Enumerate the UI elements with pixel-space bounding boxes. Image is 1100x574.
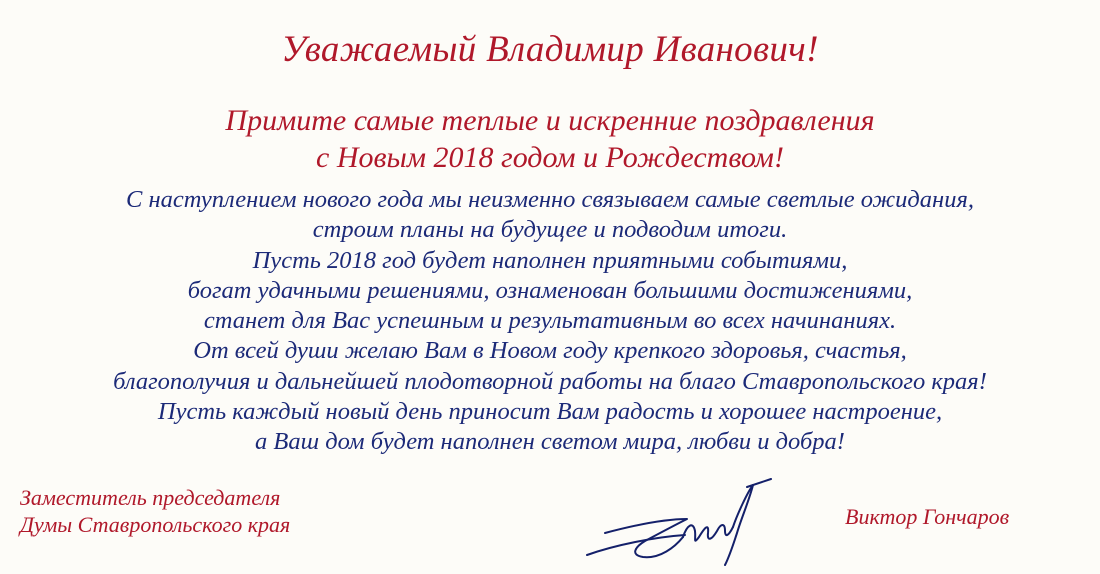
body-line: а Ваш дом будет наполнен светом мира, любви и добра!: [255, 428, 845, 456]
body-line: строим планы на будущее и подводим итоги.: [312, 216, 788, 244]
body-line: С наступлением нового года мы неизменно связываем самые светлые ожидания,: [126, 186, 974, 213]
body-line: благополучия и дальнейшей плодотворной работы на благо Ставропольского края!: [113, 367, 987, 395]
subtitle-line: с Новым 2018 годом и Рождеством!: [316, 141, 784, 174]
subtitle-line: Примите самые теплые и искренние поздравления: [225, 104, 875, 137]
body-line: Пусть 2018 год будет наполнен приятными событиями,: [252, 246, 848, 274]
signer-position-line: Заместитель председателя: [20, 485, 281, 510]
body-line: От всей души желаю Вам в Новом году крепкого здоровья, счастья,: [193, 337, 907, 365]
body-line: Пусть каждый новый день приносит Вам радость и хорошее настроение,: [157, 398, 943, 426]
letter-body: [0, 185, 1100, 458]
congratulation-subtitle: [0, 102, 1100, 176]
body-line: богат удачными решениями, ознаменован большими достижениями,: [187, 276, 913, 304]
signer-position-line: Думы Ставропольского края: [20, 512, 291, 537]
greeting-heading: Уважаемый Владимир Иванович!: [281, 29, 819, 70]
signer-name: Виктор Гончаров: [845, 504, 1010, 529]
handwritten-signature: [575, 475, 790, 570]
signer-position: [20, 484, 290, 538]
body-line: станет для Вас успешным и результативным во всех начинаниях.: [203, 307, 897, 335]
